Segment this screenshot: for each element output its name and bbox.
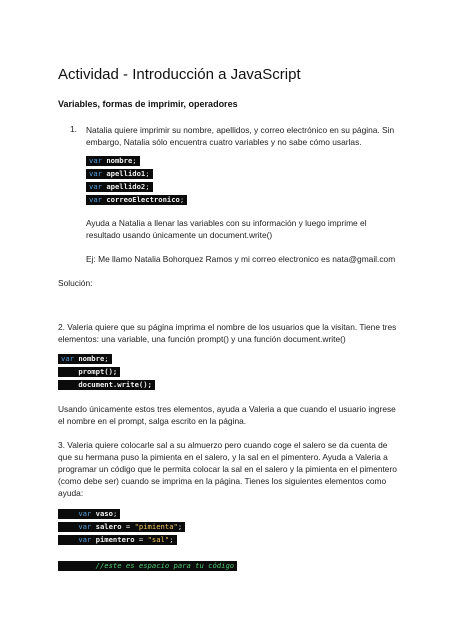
exercise-2-text-line2: elementos: una variable, una función prompt() y una función document.write() [58,334,346,344]
exercise-1-help-line2: resultado usando únicamente un document.write() [86,230,273,240]
solution-label: Solución: [58,278,93,288]
code-line: prompt(); [58,367,120,377]
code-line: var vaso; [58,509,120,519]
exercise-1-text-line2: embargo, Natalia sólo encuentra cuatro variables y no sabe cómo usarlas. [86,137,362,147]
code-line: var nombre; [86,156,140,166]
exercise-1-text-line1: Natalia quiere imprimir su nombre, apellidos, y correo electrónico en su página. Sin [86,125,395,135]
exercise-3-text-line2: que su hermana puso la pimienta en el salero, y la sal en el pimentero. Ayuda a Valeria a [58,452,388,462]
code-line: var apellido2; [86,182,153,192]
code-line: var apellido1; [86,169,153,179]
code-line: var salero = "pimienta"; [58,522,185,532]
exercise-1-number: 1. [70,124,77,134]
code-line: var correoElectronico; [86,195,187,205]
exercise-2-after-line1: Usando únicamente estos tres elementos, ayuda a Valeria a que cuando el usuario ingrese [58,404,396,414]
code-line: document.write(); [58,380,155,390]
code-line: var pimentero = "sal"; [58,535,177,545]
exercise-3-text-line4: (como debe ser) cuando se imprima en la página. Tienes los siguientes elementos como [58,476,387,486]
exercise-1-example: Ej: Me llamo Natalia Bohorquez Ramos y mi correo electronico es nata@gmail.com [86,254,396,264]
section-subtitle: Variables, formas de imprimir, operadores [58,99,238,109]
exercise-2-text-line1: 2. Valeria quiere que su página imprima el nombre de los usuarios que la visitan. Tiene tres [58,322,397,332]
code-line: var nombre; [58,354,112,364]
code-comment: //este es espacio para tu código [58,561,237,571]
exercise-3-text-line3: programar un código que le permita colocar la sal en el salero y la pimienta en el pimentero [58,464,397,474]
document-title: Actividad - Introducción a JavaScript [58,66,301,83]
exercise-3-text-line5: ayuda: [58,488,84,498]
exercise-2-after-line2: el nombre en el prompt, salga escrito en la página. [58,416,247,426]
exercise-3-text-line1: 3. Valeria quiere colocarle sal a su almuerzo pero cuando coge el salero se da cuenta de [58,440,388,450]
exercise-1-help-line1: Ayuda a Natalia a llenar las variables con su información y luego imprime el [86,218,367,228]
